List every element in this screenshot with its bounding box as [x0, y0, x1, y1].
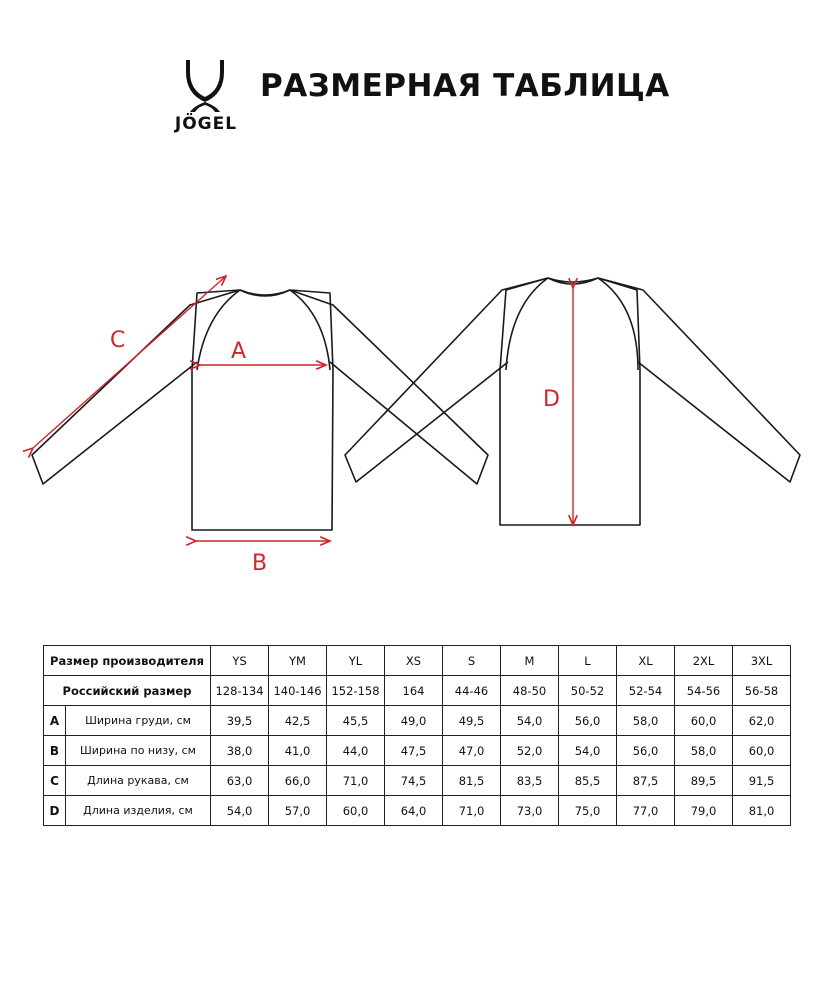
- row-label: Длина изделия, см: [66, 796, 211, 826]
- row-label: Ширина груди, см: [66, 706, 211, 736]
- table-row: [44, 706, 791, 736]
- table-cell: 39,5: [211, 706, 269, 736]
- page-title: РАЗМЕРНАЯ ТАБЛИЦА: [260, 68, 670, 104]
- size-header-cell: M: [501, 646, 559, 676]
- header: [0, 0, 831, 150]
- table-cell: 56,0: [559, 706, 617, 736]
- table-cell: 49,0: [385, 706, 443, 736]
- table-cell: 73,0: [501, 796, 559, 826]
- table-cell: 57,0: [269, 796, 327, 826]
- table-cell: 87,5: [617, 766, 675, 796]
- table-header-row: [44, 646, 791, 676]
- table-russian-row: [44, 676, 791, 706]
- table-cell: 58,0: [675, 736, 733, 766]
- label-b: B: [252, 551, 268, 576]
- table-cell: 85,5: [559, 766, 617, 796]
- table-cell: 52,0: [501, 736, 559, 766]
- measure-c-line: [33, 276, 226, 448]
- table-cell: 64,0: [385, 796, 443, 826]
- table-cell: 47,0: [443, 736, 501, 766]
- table-cell: 60,0: [327, 796, 385, 826]
- table-cell: 60,0: [733, 736, 791, 766]
- table-row: [44, 796, 791, 826]
- russian-size-cell: 140-146: [269, 676, 327, 706]
- table-cell: 60,0: [675, 706, 733, 736]
- table-cell: 47,5: [385, 736, 443, 766]
- size-header-cell: XL: [617, 646, 675, 676]
- russian-size-cell: 56-58: [733, 676, 791, 706]
- size-header-cell: YM: [269, 646, 327, 676]
- size-header-cell: XS: [385, 646, 443, 676]
- table-cell: 62,0: [733, 706, 791, 736]
- row-letter: D: [44, 796, 66, 826]
- size-header-cell: L: [559, 646, 617, 676]
- front-shirt: [32, 290, 488, 530]
- label-c: C: [110, 328, 126, 353]
- back-left-sleeve: [345, 278, 548, 482]
- table-cell: 81,0: [733, 796, 791, 826]
- row-letter: A: [44, 706, 66, 736]
- table-cell: 63,0: [211, 766, 269, 796]
- table-cell: 81,5: [443, 766, 501, 796]
- table-cell: 44,0: [327, 736, 385, 766]
- table-cell: 79,0: [675, 796, 733, 826]
- measure-lines: [33, 276, 573, 541]
- size-header-cell: YS: [211, 646, 269, 676]
- table-cell: 91,5: [733, 766, 791, 796]
- table-cell: 41,0: [269, 736, 327, 766]
- russian-size-title: Российский размер: [44, 676, 211, 706]
- table-cell: 49,5: [443, 706, 501, 736]
- row-letter: B: [44, 736, 66, 766]
- row-label: Ширина по низу, см: [66, 736, 211, 766]
- garment-diagram: [0, 230, 831, 600]
- back-body-outline: [500, 278, 640, 525]
- logo-wordmark: JÖGEL: [174, 114, 238, 134]
- jogel-logo: [158, 58, 258, 138]
- table-cell: 77,0: [617, 796, 675, 826]
- manufacturer-size-title: Размер производителя: [44, 646, 211, 676]
- jogel-logo-mark-icon: [180, 58, 230, 112]
- size-table: [43, 645, 791, 826]
- front-right-sleeve: [290, 290, 488, 484]
- back-neckline: [548, 278, 598, 284]
- row-label: Длина рукава, см: [66, 766, 211, 796]
- size-table-wrapper: [43, 645, 791, 826]
- table-cell: 71,0: [443, 796, 501, 826]
- russian-size-cell: 50-52: [559, 676, 617, 706]
- table-cell: 83,5: [501, 766, 559, 796]
- table-cell: 89,5: [675, 766, 733, 796]
- russian-size-cell: 52-54: [617, 676, 675, 706]
- table-cell: 56,0: [617, 736, 675, 766]
- size-table-body: [44, 646, 791, 826]
- table-cell: 42,5: [269, 706, 327, 736]
- back-raglan-right: [598, 278, 638, 370]
- front-left-sleeve: [32, 290, 240, 484]
- back-raglan-left: [506, 278, 548, 370]
- table-cell: 45,5: [327, 706, 385, 736]
- front-body-outline: [192, 290, 333, 530]
- size-header-cell: YL: [327, 646, 385, 676]
- back-right-sleeve: [598, 278, 800, 482]
- table-cell: 74,5: [385, 766, 443, 796]
- table-row: [44, 736, 791, 766]
- russian-size-cell: 128-134: [211, 676, 269, 706]
- russian-size-cell: 152-158: [327, 676, 385, 706]
- russian-size-cell: 54-56: [675, 676, 733, 706]
- label-d: D: [543, 387, 560, 412]
- table-cell: 38,0: [211, 736, 269, 766]
- russian-size-cell: 48-50: [501, 676, 559, 706]
- table-row: [44, 766, 791, 796]
- russian-size-cell: 44-46: [443, 676, 501, 706]
- table-cell: 75,0: [559, 796, 617, 826]
- label-a: A: [231, 339, 247, 364]
- row-letter: C: [44, 766, 66, 796]
- russian-size-cell: 164: [385, 676, 443, 706]
- table-cell: 71,0: [327, 766, 385, 796]
- table-cell: 54,0: [559, 736, 617, 766]
- size-header-cell: 3XL: [733, 646, 791, 676]
- table-cell: 54,0: [211, 796, 269, 826]
- table-cell: 66,0: [269, 766, 327, 796]
- size-header-cell: 2XL: [675, 646, 733, 676]
- table-cell: 58,0: [617, 706, 675, 736]
- size-header-cell: S: [443, 646, 501, 676]
- table-cell: 54,0: [501, 706, 559, 736]
